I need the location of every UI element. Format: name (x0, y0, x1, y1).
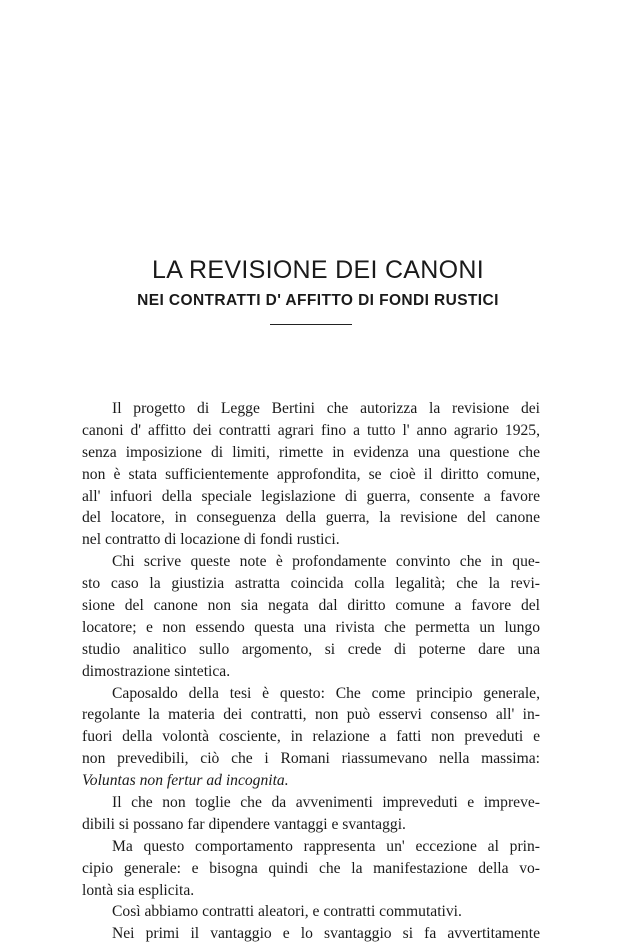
text-line: nel contratto di locazione di fondi rustici. (82, 531, 340, 549)
title-divider (270, 324, 352, 325)
text-line: Nei primi il vantaggio e lo svantaggio si fa avvertitamente (112, 925, 540, 943)
text-line: Il progetto di Legge Bertini che autorizza la revisione dei (112, 400, 540, 417)
text-line: canoni d' affitto dei contratti agrari fino a tutto l' anno agrario 1925, (82, 421, 540, 439)
text-line: locatore; e non essendo questa una rivista che permetta un lungo (82, 618, 540, 636)
text-line: Chi scrive queste note è profondamente convinto che in que- (112, 553, 540, 571)
text-line: fuori della volontà cosciente, in relazione a fatti non preveduti e (82, 728, 540, 746)
text-line: Caposaldo della tesi è questo: Che come principio generale, (112, 684, 540, 702)
text-line: Così abbiamo contratti aleatori, e contratti commutativi. (112, 903, 462, 921)
text-line: dibili si possano far dipendere vantaggi e svantaggi. (82, 815, 406, 833)
text-line: cipio generale: e bisogna quindi che la manifestazione della vo- (82, 859, 540, 877)
text-line: sione del canone non sia negata dal diritto comune a favore del (82, 597, 540, 615)
text-line: Voluntas non fertur ad incognita. (82, 772, 289, 790)
text-line: sto caso la giustizia astratta coincida colla legalità; che la revi- (82, 575, 540, 593)
body-text (82, 398, 540, 945)
text-line: Ma questo comportamento rappresenta un' eccezione al prin- (112, 837, 540, 855)
text-line: dimostrazione sintetica. (82, 662, 231, 680)
text-line: lontà sia esplicita. (82, 881, 195, 899)
page-subtitle: NEI CONTRATTI D' AFFITTO DI FONDI RUSTICI (137, 292, 499, 309)
text-line: regolante la materia dei contratti, non può esservi consenso all' in- (82, 706, 540, 724)
text-line: all' infuori della speciale legislazione di guerra, consente a favore (82, 487, 540, 505)
text-line: non prevedibili, ciò che i Romani riassumevano nella massima: (82, 750, 540, 768)
text-line: non è stata sufficientemente approfondita, se cioè il diritto comune, (82, 465, 540, 483)
text-line: studio analitico sullo argomento, si crede di poterne dare una (82, 640, 540, 658)
page-title: LA REVISIONE DEI CANONI (152, 256, 484, 284)
text-line: del locatore, in conseguenza della guerra, la revisione del canone (82, 509, 540, 527)
text-line: senza imposizione di limiti, rimette in evidenza una questione che (82, 443, 540, 461)
text-line: Il che non toglie che da avvenimenti impreveduti e impreve- (112, 794, 540, 812)
